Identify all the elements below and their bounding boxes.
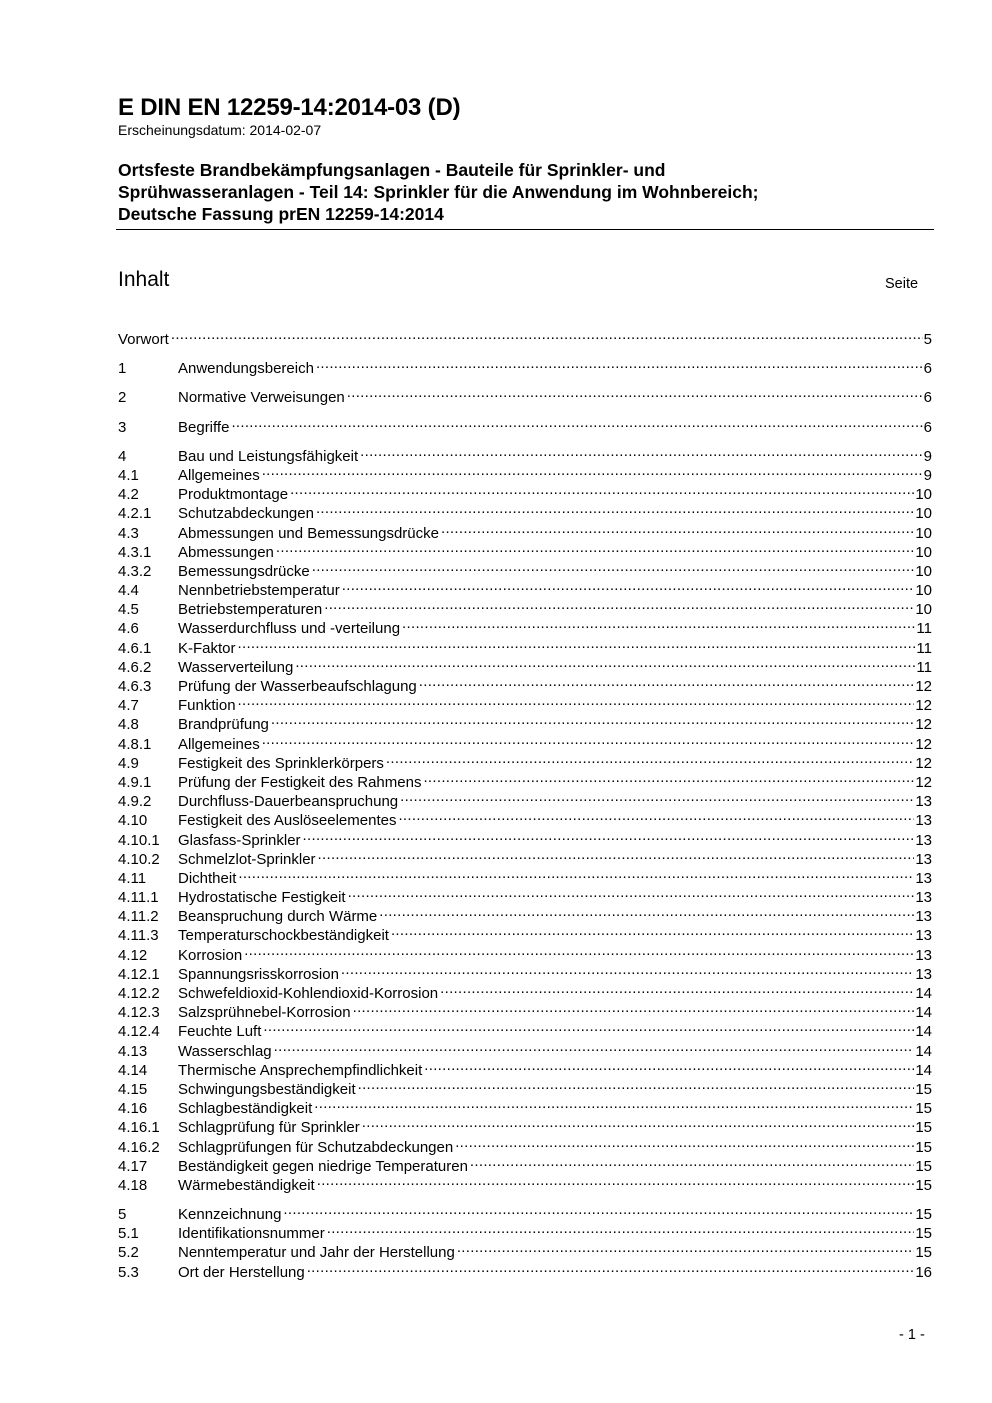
toc-dot-leader	[316, 499, 914, 518]
toc-entry-number: 4.10.2	[118, 850, 160, 868]
toc-dot-leader	[470, 1152, 914, 1171]
toc-entry-page: 16	[915, 1263, 932, 1281]
toc-entry-title: Wasserverteilung	[178, 658, 294, 676]
toc-entry-title: Beständigkeit gegen niedrige Temperaturen	[178, 1157, 468, 1175]
toc-entry-title: Nennbetriebstemperatur	[178, 582, 340, 600]
toc-entry-number: 4.9	[118, 754, 139, 772]
toc-dot-leader	[271, 710, 914, 729]
toc-dot-leader	[423, 768, 914, 787]
toc-dot-leader	[307, 1258, 915, 1277]
toc-dot-leader	[327, 1219, 915, 1238]
toc-dot-leader	[402, 614, 915, 633]
toc-entry-number: 4.12	[118, 946, 148, 964]
toc-entry-page: 12	[915, 735, 932, 753]
toc-entry[interactable]	[118, 749, 932, 772]
toc-entry-title: Kennzeichnung	[178, 1206, 282, 1224]
toc-entry-page: 13	[915, 850, 932, 868]
toc-entry-page: 15	[915, 1206, 932, 1224]
toc-entry[interactable]	[118, 325, 932, 348]
toc-entry-page: 15	[915, 1157, 932, 1175]
toc-entry-number: 4.9.1	[118, 773, 152, 791]
toc-entry[interactable]	[118, 1017, 932, 1041]
toc-entry-number: 4.10.1	[118, 831, 160, 849]
toc-entry[interactable]	[118, 960, 932, 983]
toc-dot-leader	[379, 902, 914, 921]
toc-entry[interactable]	[118, 519, 932, 542]
toc-entry[interactable]	[118, 499, 932, 523]
toc-entry-number: 4.1	[118, 466, 139, 484]
toc-entry-title: Allgemeines	[178, 466, 260, 484]
toc-entry-page: 10	[915, 562, 932, 580]
toc-entry-title: Wasserschlag	[178, 1042, 272, 1060]
toc-entry[interactable]	[118, 1200, 932, 1224]
toc-entry[interactable]	[118, 902, 932, 926]
toc-dot-leader	[171, 325, 923, 344]
toc-entry-number: 4.13	[118, 1042, 148, 1060]
toc-dot-leader	[274, 1037, 915, 1056]
toc-entry-title: Bemessungsdrücke	[178, 562, 310, 580]
publication-date: Erscheinungsdatum: 2014-02-07	[118, 122, 322, 138]
toc-entry-title: Schlagprüfung für Sprinkler	[178, 1119, 360, 1137]
toc-entry-title: Identifikationsnummer	[178, 1225, 325, 1243]
toc-entry-page: 13	[915, 946, 932, 964]
toc-dot-leader	[386, 749, 914, 768]
toc-entry[interactable]	[118, 413, 932, 436]
toc-entry-number: 4.9.2	[118, 793, 152, 811]
toc-entry-title: Brandprüfung	[178, 716, 269, 734]
table-of-contents	[118, 325, 932, 1281]
toc-entry-title: Nenntemperatur und Jahr der Herstellung	[178, 1244, 455, 1262]
toc-entry[interactable]	[118, 845, 932, 868]
toc-entry-page: 10	[915, 582, 932, 600]
toc-entry-page: 10	[915, 543, 932, 561]
toc-entry[interactable]	[118, 614, 932, 638]
toc-entry-title: Festigkeit des Auslöseelementes	[178, 812, 397, 830]
toc-entry[interactable]	[118, 1094, 932, 1118]
toc-entry[interactable]	[118, 1056, 932, 1079]
toc-entry[interactable]	[118, 710, 932, 734]
toc-entry-title: Begriffe	[178, 418, 230, 436]
toc-entry-number: 4.4	[118, 582, 139, 600]
toc-entry-page: 15	[915, 1225, 932, 1243]
toc-entry-number: 4.8	[118, 716, 139, 734]
toc-entry-number: 4.17	[118, 1157, 148, 1175]
toc-entry[interactable]	[118, 354, 932, 378]
toc-entry-title: Schutzabdeckungen	[178, 505, 314, 523]
toc-entry-number: 5.3	[118, 1263, 139, 1281]
toc-entry-page: 14	[915, 1061, 932, 1079]
document-title	[118, 159, 918, 225]
toc-entry-title: K-Faktor	[178, 639, 236, 657]
toc-dot-leader	[440, 979, 914, 998]
toc-entry-number: 4.18	[118, 1176, 148, 1194]
toc-entry-number: 4.11.1	[118, 889, 159, 907]
toc-dot-leader	[341, 960, 914, 979]
toc-entry[interactable]	[118, 691, 932, 715]
toc-entry[interactable]	[118, 480, 932, 504]
toc-entry-number: 4	[118, 447, 127, 465]
toc-entry[interactable]	[118, 595, 932, 619]
toc-dot-leader	[360, 442, 923, 461]
toc-dot-leader	[347, 383, 923, 402]
toc-entry-title: Beanspruchung durch Wärme	[178, 908, 378, 926]
toc-entry-page: 6	[923, 360, 932, 378]
toc-dot-leader	[457, 1238, 914, 1257]
toc-entry-page: 15	[915, 1100, 932, 1118]
toc-entry-page: 11	[916, 639, 932, 657]
toc-entry-title: Ort der Herstellung	[178, 1263, 305, 1281]
toc-entry[interactable]	[118, 442, 932, 465]
toc-entry-number: 2	[118, 389, 127, 407]
toc-entry-page: 12	[915, 773, 932, 791]
toc-entry[interactable]	[118, 864, 932, 887]
toc-entry-title: Abmessungen	[178, 543, 274, 561]
toc-entry-page: 15	[915, 1080, 932, 1098]
toc-dot-leader	[238, 864, 914, 883]
toc-dot-leader	[362, 1113, 915, 1132]
toc-entry-number: 3	[118, 418, 127, 436]
toc-dot-leader	[303, 826, 915, 845]
toc-dot-leader	[358, 1075, 915, 1094]
toc-entry-title: Hydrostatische Festigkeit	[178, 889, 346, 907]
toc-entry-page: 10	[915, 505, 932, 523]
toc-entry-page: 14	[915, 985, 932, 1002]
toc-entry-title: Spannungsrisskorrosion	[178, 965, 339, 983]
toc-entry-page: 5	[923, 331, 932, 348]
toc-entry-page: 9	[923, 466, 932, 484]
toc-entry-page: 13	[915, 812, 932, 830]
toc-dot-leader	[231, 413, 922, 432]
toc-entry[interactable]	[118, 1075, 932, 1098]
toc-entry-title: Normative Verweisungen	[178, 389, 345, 407]
toc-entry-title: Dichtheit	[178, 869, 237, 887]
toc-entry-number: 4.3.1	[118, 543, 152, 561]
toc-entry[interactable]	[118, 634, 932, 657]
toc-entry[interactable]	[118, 1219, 932, 1243]
toc-entry-title: Festigkeit des Sprinklerkörpers	[178, 754, 384, 772]
toc-entry-page: 15	[915, 1176, 932, 1194]
toc-entry-page: 13	[915, 869, 932, 887]
toc-entry[interactable]	[118, 383, 932, 407]
toc-entry-number: 4.3	[118, 524, 139, 542]
toc-entry-page: 13	[915, 908, 932, 926]
toc-entry-title: Salzsprühnebel-Korrosion	[178, 1004, 351, 1022]
toc-entry-title: Funktion	[178, 697, 236, 715]
toc-entry-page: 6	[923, 389, 932, 407]
document-id: E DIN EN 12259-14:2014-03 (D)	[118, 94, 461, 121]
toc-entry[interactable]	[118, 883, 932, 907]
toc-dot-leader	[263, 1017, 914, 1036]
toc-entry-page: 14	[915, 1042, 932, 1060]
toc-entry-page: 12	[915, 697, 932, 715]
toc-entry-number: 4.7	[118, 697, 139, 715]
toc-dot-leader	[295, 653, 915, 672]
toc-dot-leader	[312, 557, 915, 576]
toc-entry-number: 4.16.1	[118, 1119, 160, 1137]
toc-entry[interactable]	[118, 653, 932, 676]
toc-entry[interactable]	[118, 1133, 932, 1156]
toc-entry-title: Feuchte Luft	[178, 1023, 262, 1041]
toc-entry[interactable]	[118, 1171, 932, 1194]
toc-entry[interactable]	[118, 672, 932, 695]
toc-entry-title: Durchfluss-Dauerbeanspruchung	[178, 793, 399, 811]
toc-dot-leader	[314, 1094, 914, 1113]
toc-dot-leader	[316, 354, 923, 373]
toc-entry-number: 4.14	[118, 1061, 148, 1079]
toc-dot-leader	[342, 576, 915, 595]
toc-entry-title: Prüfung der Festigkeit des Rahmens	[178, 773, 422, 791]
toc-entry[interactable]	[118, 979, 932, 1002]
toc-entry[interactable]	[118, 461, 932, 484]
toc-entry[interactable]	[118, 730, 932, 753]
toc-entry[interactable]	[118, 941, 932, 964]
toc-dot-leader	[276, 538, 914, 557]
toc-entry-number: 4.8.1	[118, 735, 152, 753]
toc-dot-leader	[348, 883, 915, 902]
toc-entry[interactable]	[118, 1037, 932, 1060]
toc-dot-leader	[290, 480, 914, 499]
toc-entry-page: 13	[915, 889, 932, 907]
toc-entry-number: 4.2.1	[118, 505, 152, 523]
toc-entry-title: Schmelzlot-Sprinkler	[178, 850, 316, 868]
toc-entry-number: 4.10	[118, 812, 148, 830]
toc-entry-page: 10	[915, 486, 932, 504]
title-divider	[116, 229, 934, 230]
toc-entry-page: 15	[915, 1244, 932, 1262]
toc-dot-leader	[262, 461, 923, 480]
toc-dot-leader	[391, 921, 914, 940]
toc-entry[interactable]	[118, 1113, 932, 1137]
toc-entry-page: 12	[915, 716, 932, 734]
toc-heading: Inhalt	[118, 268, 170, 291]
toc-entry[interactable]	[118, 1238, 932, 1262]
toc-entry-number: 4.6.1	[118, 639, 152, 657]
toc-entry[interactable]	[118, 1152, 932, 1175]
toc-entry-title: Schlagprüfungen für Schutzabdeckungen	[178, 1138, 454, 1156]
toc-dot-leader	[419, 672, 915, 691]
page-column-label: Seite	[885, 276, 919, 292]
toc-entry-page: 12	[915, 754, 932, 772]
toc-dot-leader	[238, 634, 916, 653]
toc-entry-title: Prüfung der Wasserbeaufschlagung	[178, 678, 417, 695]
toc-entry-page: 13	[915, 831, 932, 849]
toc-entry-page: 14	[915, 1023, 932, 1041]
toc-entry[interactable]	[118, 998, 932, 1022]
toc-entry-title: Produktmontage	[178, 486, 289, 504]
toc-entry-number: 4.6	[118, 620, 139, 638]
toc-entry-number: 4.16.2	[118, 1138, 160, 1156]
toc-entry-page: 6	[923, 418, 932, 436]
toc-entry-title: Glasfass-Sprinkler	[178, 831, 301, 849]
toc-entry-number: 4.12.4	[118, 1023, 160, 1041]
toc-entry-number: 5.2	[118, 1244, 139, 1262]
toc-dot-leader	[318, 845, 915, 864]
toc-entry-number: 4.6.3	[118, 678, 152, 695]
toc-entry[interactable]	[118, 806, 932, 830]
toc-entry-number: 4.2	[118, 486, 139, 504]
toc-entry-title: Schlagbeständigkeit	[178, 1100, 313, 1118]
toc-entry-number: 4.11	[118, 869, 147, 887]
toc-dot-leader	[441, 519, 914, 538]
toc-entry-number: 4.15	[118, 1080, 148, 1098]
toc-entry[interactable]	[118, 1258, 932, 1281]
toc-entry-number: 4.16	[118, 1100, 148, 1118]
toc-entry-number: 1	[118, 360, 127, 378]
toc-dot-leader	[244, 941, 914, 960]
toc-entry[interactable]	[118, 921, 932, 945]
toc-entry-number: 4.12.2	[118, 985, 160, 1002]
toc-entry-page: 9	[923, 447, 932, 465]
toc-entry-title: Thermische Ansprechempfindlichkeit	[178, 1061, 423, 1079]
toc-entry-page: 15	[915, 1138, 932, 1156]
title-line: Sprühwasseranlagen - Teil 14: Sprinkler für die Anwendung im Wohnbereich;	[118, 182, 759, 202]
toc-entry-page: 15	[915, 1119, 932, 1137]
toc-dot-leader	[398, 806, 914, 825]
toc-entry-number: 4.12.3	[118, 1004, 160, 1022]
toc-entry[interactable]	[118, 768, 932, 791]
toc-entry[interactable]	[118, 787, 932, 811]
toc-entry-title: Wasserdurchfluss und -verteilung	[178, 620, 401, 638]
toc-entry-number: 5	[118, 1206, 127, 1224]
toc-dot-leader	[455, 1133, 914, 1152]
toc-dot-leader	[400, 787, 914, 806]
toc-entry[interactable]	[118, 538, 932, 561]
toc-dot-leader	[324, 595, 914, 614]
toc-entry-number: 4.11.3	[118, 927, 159, 945]
toc-entry-page: 14	[915, 1004, 932, 1022]
toc-entry-title: Wärmebeständigkeit	[178, 1176, 315, 1194]
toc-entry-page: 11	[916, 620, 932, 638]
toc-entry[interactable]	[118, 557, 932, 580]
toc-entry-title: Schwingungsbeständigkeit	[178, 1080, 356, 1098]
toc-entry-title: Temperaturschockbeständigkeit	[178, 927, 389, 945]
toc-entry-title: Abmessungen und Bemessungsdrücke	[178, 524, 439, 542]
toc-entry-page: 13	[915, 793, 932, 811]
toc-entry-number: 4.5	[118, 601, 139, 619]
toc-dot-leader	[424, 1056, 914, 1075]
toc-entry-page: 13	[915, 927, 932, 945]
toc-dot-leader	[238, 691, 915, 710]
toc-entry-number: 4.11.2	[118, 908, 159, 926]
toc-entry-number: 4.12.1	[118, 965, 160, 983]
toc-dot-leader	[283, 1200, 914, 1219]
toc-dot-leader	[262, 730, 915, 749]
toc-entry-page: 13	[915, 965, 932, 983]
toc-entry-title: Schwefeldioxid-Kohlendioxid-Korrosion	[178, 985, 439, 1002]
toc-entry-title: Korrosion	[178, 946, 243, 964]
toc-entry[interactable]	[118, 576, 932, 600]
toc-entry-number: 4.6.2	[118, 658, 152, 676]
toc-entry-title: Anwendungsbereich	[178, 360, 314, 378]
title-line: Ortsfeste Brandbekämpfungsanlagen - Bauteile für Sprinkler- und	[118, 160, 666, 180]
toc-dot-leader	[353, 998, 915, 1017]
toc-entry[interactable]	[118, 826, 932, 849]
toc-entry-title: Allgemeines	[178, 735, 260, 753]
toc-entry-number: 4.3.2	[118, 562, 152, 580]
toc-entry-title: Bau und Leistungsfähigkeit	[178, 447, 359, 465]
toc-entry-page: 10	[915, 601, 932, 619]
toc-dot-leader	[317, 1171, 915, 1190]
toc-entry-page: 11	[916, 658, 932, 676]
toc-entry-title: Vorwort	[118, 331, 169, 348]
toc-entry-page: 10	[915, 524, 932, 542]
toc-entry-number: 5.1	[118, 1225, 139, 1243]
page-number: - 1 -	[899, 1327, 925, 1343]
toc-entry-title: Betriebstemperaturen	[178, 601, 323, 619]
toc-entry-page: 12	[915, 678, 932, 695]
title-line: Deutsche Fassung prEN 12259-14:2014	[118, 204, 444, 224]
